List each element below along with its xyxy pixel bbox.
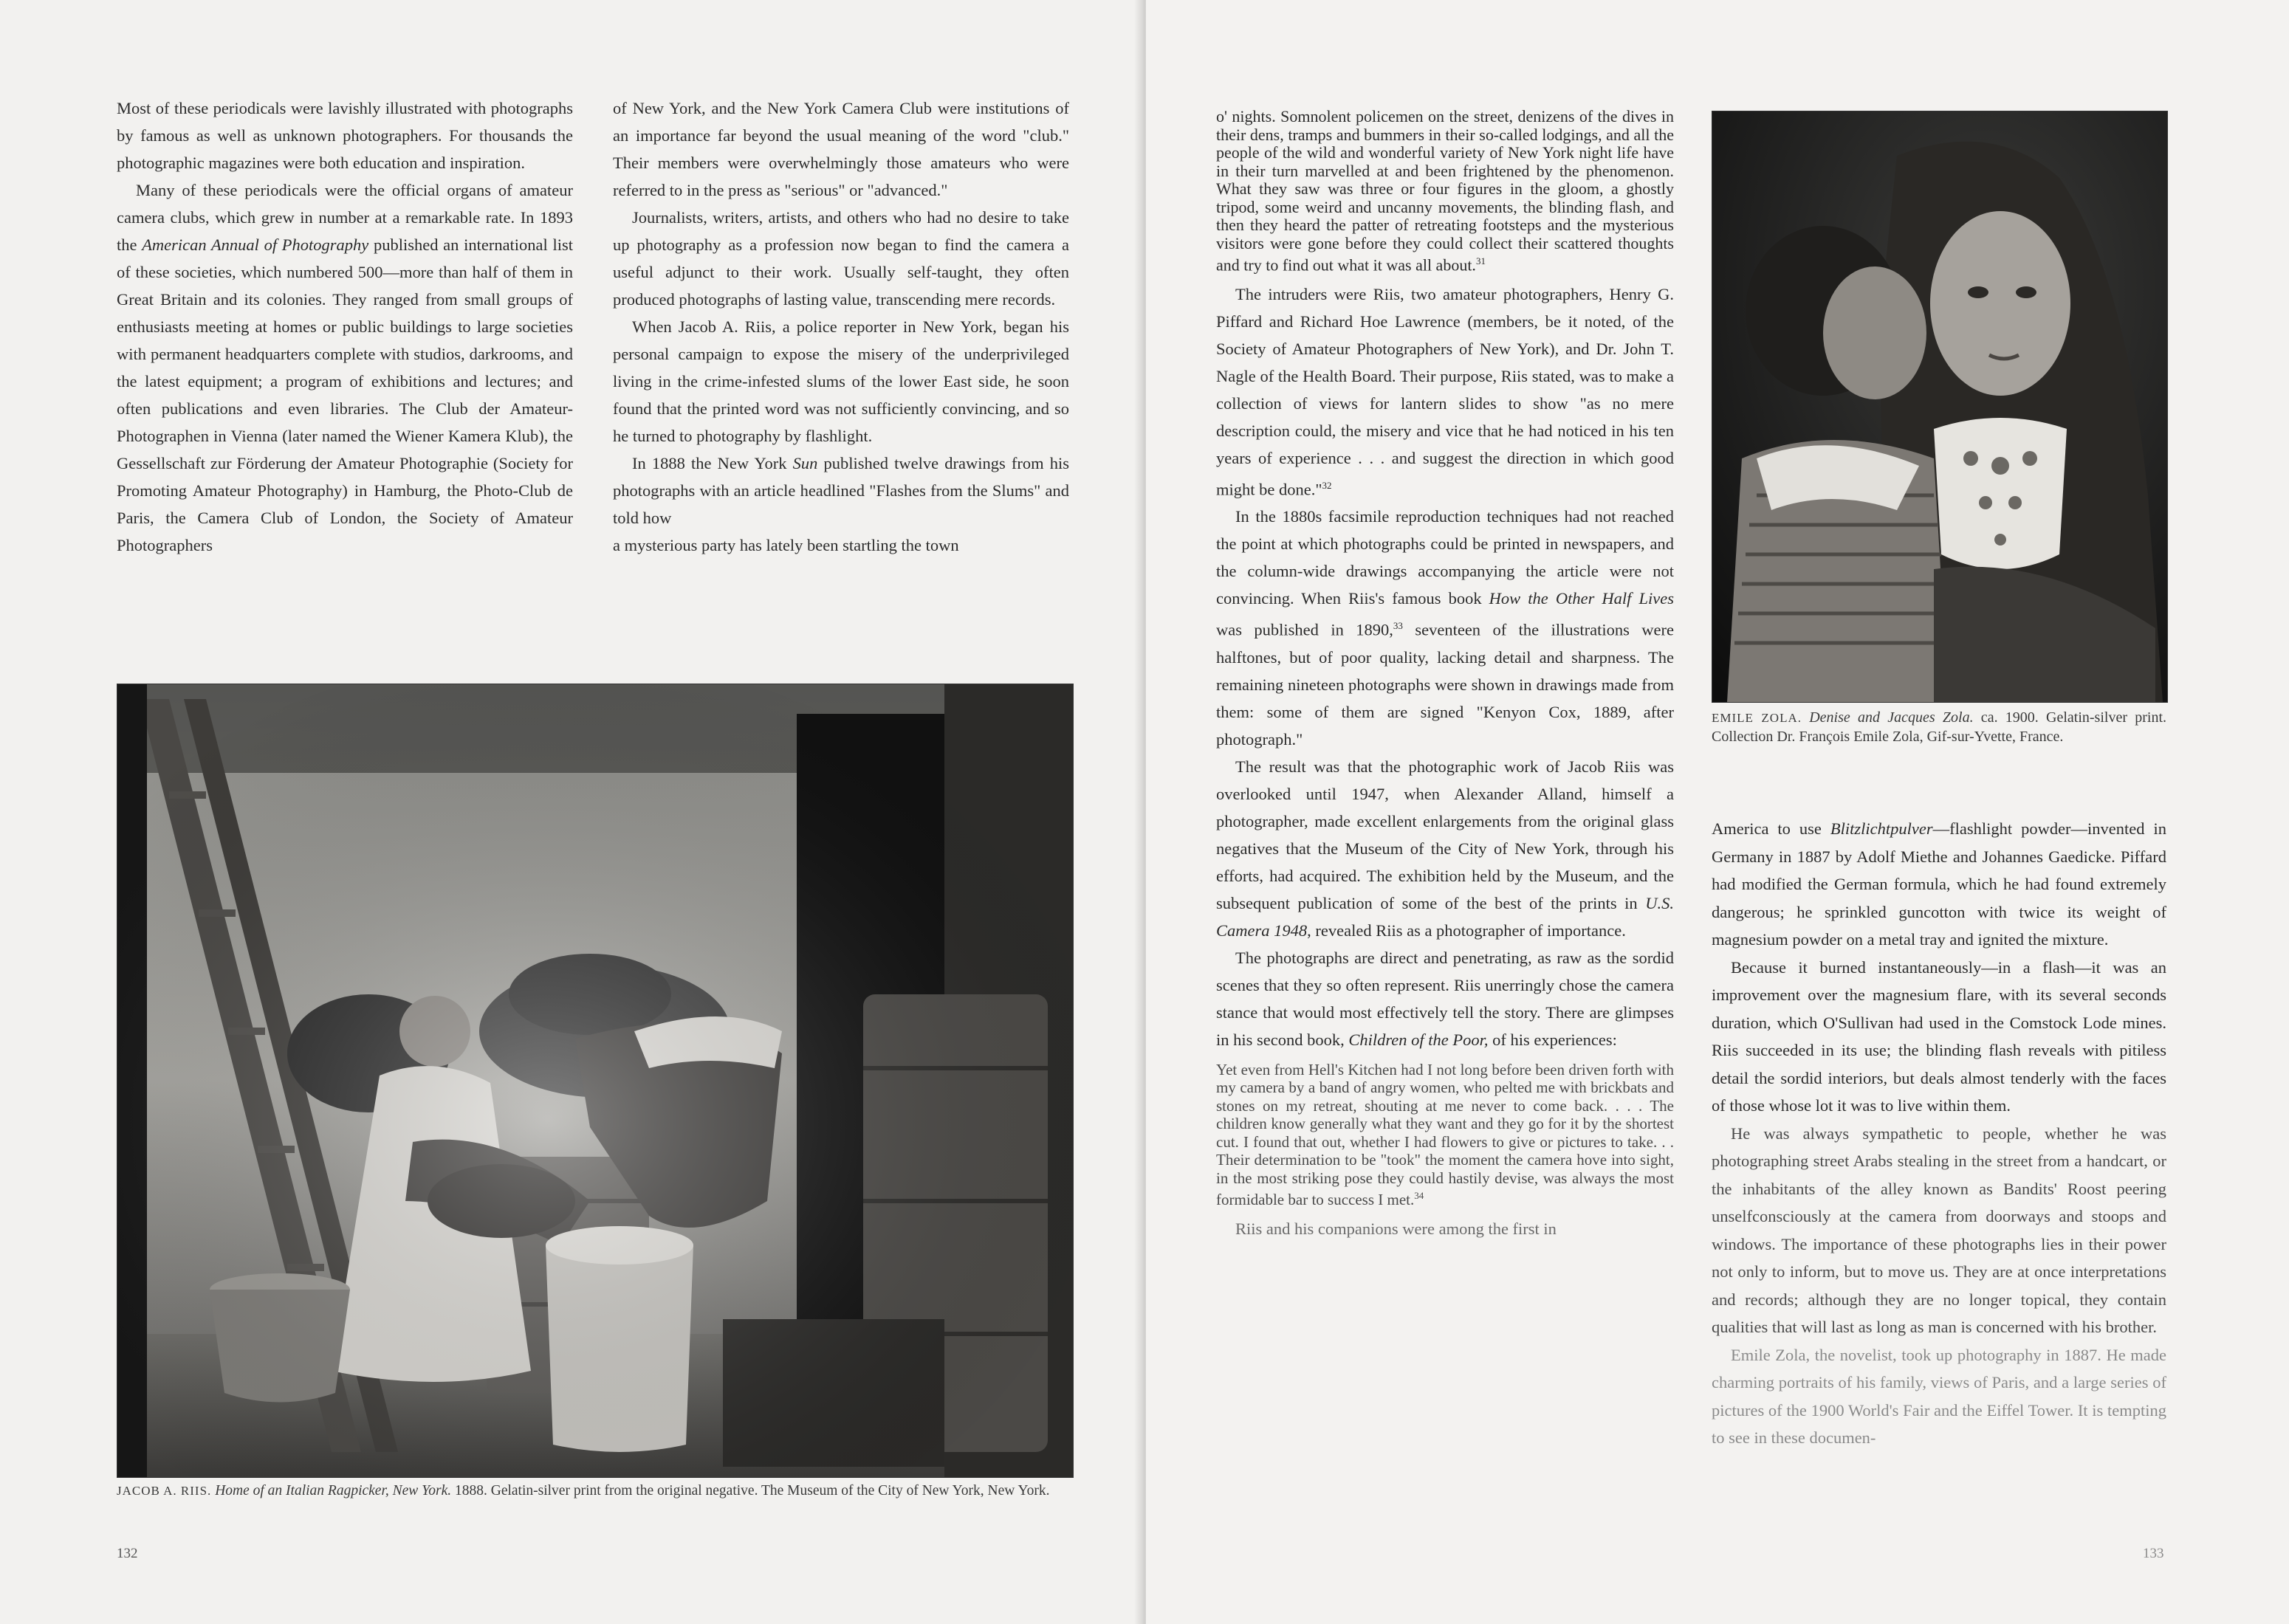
paragraph: In 1888 the New York Sun published twelve drawings from his photographs with an article headlined "Flashes from the Slums" and told how	[613, 454, 1070, 527]
page-number: 133	[2143, 1546, 2164, 1561]
caption-photographer: EMILE ZOLA.	[1712, 711, 1802, 725]
left-column-1	[117, 94, 573, 559]
riis-photo-caption	[117, 1482, 1072, 1500]
right-column-2	[1712, 815, 2166, 1452]
zola-photo-caption	[1712, 709, 2166, 746]
caption-details: ca. 1900. Gelatin-silver print. Collection Dr. François Emile Zola, Gif-sur-Yvette, France.	[1712, 709, 2166, 745]
caption-title: Denise and Jacques Zola.	[1809, 709, 1974, 726]
paragraph: of New York, and the New York Camera Club were institutions of an importance far beyond the usual meaning of the word "club." Their members were overwhelmingly those amateurs who were referred to in the press as "serious" or "advanced."	[613, 99, 1069, 199]
block-quote-start: a mysterious party has lately been startling the town	[613, 536, 959, 554]
paragraph: When Jacob A. Riis, a police reporter in New York, began his personal campaign to expose the misery of the underprivileged living in the crime-infested slums of the lower East side, he soon found that the printed word was not sufficiently convincing, and so he turned to photography by flashlight.	[613, 317, 1069, 445]
paragraph: Riis and his companions were among the first in	[1235, 1219, 1557, 1238]
block-quote: o' nights. Somnolent policemen on the street, denizens of the dives in their dens, tramps and bummers in their so-called lodgings, and all the people of the wild and wonderful variety of New York night life have in their turn marvelled at and been frightened by the phenomenon. What they saw was three or four figures in the gloom, a ghostly tripod, some weird and uncanny movements, the blinding flash, and then they heard the patter of retreating footsteps and the mysterious visitors were gone before they could collect their scattered thoughts and try to find out what it was all about.$^{31}$	[1216, 107, 1674, 275]
paragraph: The intruders were Riis, two amateur photographers, Henry G. Piffard and Richard Hoe Lawrence (members, be it noted, of the Society of Amateur Photographers of New York), and Dr. John T. Nagle of the Health Board. Their purpose, Riis stated, was to make a collection of views for lantern slides to show "as no mere description could, the misery and vice that he had noticed in his ten years of experience . . . and suggest the direction in which good might be done."$^{32}$	[1216, 284, 1674, 499]
paragraph: Because it burned instantaneously—in a flash—it was an improvement over the magnesium flare, with its several seconds duration, which O'Sullivan had used in the Comstock Lode mines. Riis succeeded in its use; the blinding flash reveals with pitiless detail the sordid interiors, but deals almost tenderly with the faces of those whose lot it was to live within them.	[1712, 957, 2166, 1115]
zola-portrait-photo	[1712, 111, 2168, 703]
caption-title: Home of an Italian Ragpicker, New York.	[215, 1483, 452, 1499]
paragraph: Most of these periodicals were lavishly illustrated with photographs by famous as well as unknown photographers. For thousands the photographic magazines were both education and inspiration.	[117, 99, 573, 172]
paragraph: Journalists, writers, artists, and others who had no desire to take up photography as a profession now began to find the camera a useful adjunct to their work. Usually self-taught, they often produced photographs of lasting value, transcending mere records.	[613, 208, 1069, 309]
paragraph: In the 1880s facsimile reproduction techniques had not reached the point at which photographs could be printed in newspapers, and the column-wide drawings accompanying the article were not convincing. When Riis's famous book How the Other Half Lives was published in 1890,33 seventeen of the illustrations were halftones, but of poor quality, lacking detail and sharpness. The remaining nineteen photographs were shown in drawings made from them: some of them are signed "Kenyon Cox, 1889, after photograph."	[1216, 507, 1675, 749]
left-page	[0, 0, 1143, 1624]
left-column-2	[613, 94, 1069, 559]
paragraph: The photographs are direct and penetrating, as raw as the sordid scenes that they so often represent. Riis unerringly chose the camera stance that would most effectively tell the story. There are glimpses in his second book, Children of the Poor, of his experiences:	[1216, 948, 1674, 1049]
block-quote: Yet even from Hell's Kitchen had I not long before been driven forth with my camera by a band of angry women, who pelted me with brickbats and stones on my retreat, shouting at me never to come back. . . . The children know generally what they want and they go for it by the shortest cut. I found that out, whether I had flowers to give or pictures to take. . . Their determination to be "took" the moment the camera hove into sight, in the most striking pose they could hastily devise, was always the most formidable bar to success I met.$^{34}$	[1216, 1060, 1674, 1209]
page-number: 132	[117, 1546, 138, 1561]
paragraph: He was always sympathetic to people, whether he was photographing street Arabs stealing in the street from a handcart, or the inhabitants of the alley known as Bandits' Roost peering unselfconsciously at the camera from doorways and stoops and windows. The importance of these photographs lies in their power not only to inform, but to move us. They are at once interpretations and records; although they are no longer topical, they contain qualities that will last as long as man is concerned with his brother.	[1712, 1124, 2166, 1336]
paragraph: Emile Zola, the novelist, took up photography in 1887. He made charming portraits of his family, views of Paris, and a large series of pictures of the 1900 World's Fair and the Eiffel Tower. It is tempting to see in these documen-	[1712, 1345, 2166, 1447]
ragpicker-scene-image	[117, 684, 1073, 1477]
caption-photographer: JACOB A. RIIS.	[117, 1484, 212, 1498]
right-page	[1146, 0, 2289, 1624]
paragraph: America to use Blitzlichtpulver—flashlight powder—invented in Germany in 1887 by Adolf Miethe and Johannes Gaedicke. Piffard had modified the German formula, which he had found extremely dangerous; he sprinkled guncotton with twice its weight of magnesium powder on a metal tray and ignited the mixture.	[1712, 819, 2166, 949]
zola-portrait-image	[1712, 111, 2167, 702]
right-column-1	[1216, 108, 1674, 1242]
paragraph: Many of these periodicals were the official organs of amateur camera clubs, which grew in number at a remarkable rate. In 1893 the American Annual of Photography published an international list of these societies, which numbered 500—more than half of them in Great Britain and its colonies. They ranged from small groups of enthusiasts meeting at homes or public buildings to large societies with permanent headquarters complete with studios, darkrooms, and the latest equipment; a program of exhibitions and lectures; and often publications and even libraries. The Club der Amateur-Photographen in Vienna (later named the Wiener Kamera Klub), the Gessellschaft zur Förderung der Amateur Photographie (Society for Promoting Amateur Photography) in Hamburg, the Photo-Club de Paris, the Camera Club of London, the Society of Amateur Photographers	[117, 181, 573, 554]
paragraph: The result was that the photographic work of Jacob Riis was overlooked until 1947, when Alexander Alland, himself a photographer, made excellent enlargements from the original glass negatives that the Museum of the City of New York, through his efforts, had acquired. The exhibition held by the Museum, and the subsequent publication of some of the best of the prints in U.S. Camera 1948, revealed Riis as a photographer of importance.	[1216, 757, 1674, 940]
caption-details: 1888. Gelatin-silver print from the original negative. The Museum of the City of New York, New York.	[451, 1483, 1050, 1499]
riis-ragpicker-photo	[117, 684, 1074, 1478]
